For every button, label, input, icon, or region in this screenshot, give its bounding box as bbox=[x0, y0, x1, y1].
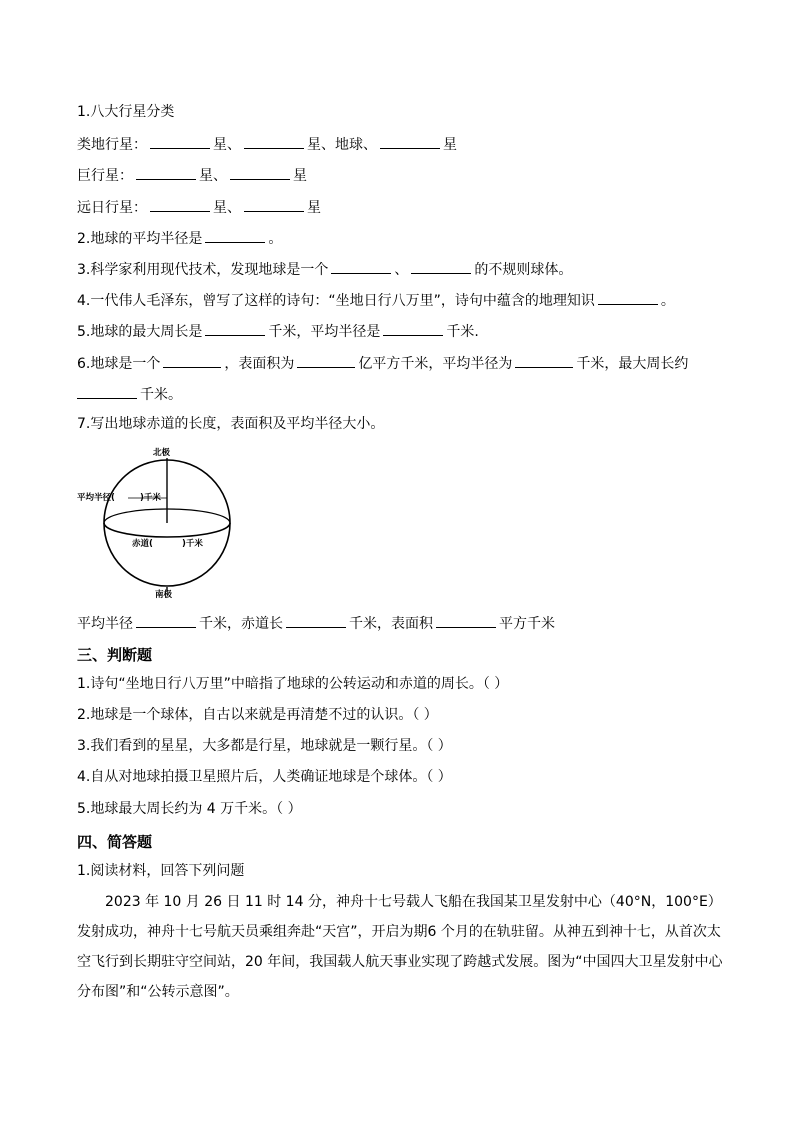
section-3-heading: 三、判断题 bbox=[77, 646, 153, 664]
answer-blank[interactable] bbox=[286, 613, 346, 628]
text-fragment: 平均半径 bbox=[77, 616, 133, 632]
text-fragment: 星、 bbox=[213, 200, 241, 216]
equator-label: 赤道( bbox=[132, 539, 153, 549]
q1-terrestrial-line bbox=[77, 134, 457, 154]
q3-line bbox=[77, 259, 572, 279]
reading-material bbox=[77, 887, 723, 1007]
q5-text: 5.地球的最大周长是 bbox=[77, 324, 203, 340]
text-fragment: 亿平方千米，平均半径为 bbox=[358, 356, 513, 372]
judge-item-5: 5.地球最大周长约为 4 万千米。（ ） bbox=[77, 801, 302, 817]
q6-text: 6.地球是一个 bbox=[77, 356, 161, 372]
answer-blank[interactable] bbox=[205, 321, 265, 336]
answer-blank[interactable] bbox=[136, 165, 196, 180]
answer-blank[interactable] bbox=[297, 353, 355, 368]
radius-label: 平均半径( bbox=[77, 493, 115, 503]
equator-front-arc bbox=[104, 523, 230, 537]
text-fragment: 千米，平均半径是 bbox=[268, 324, 381, 340]
text-fragment: 千米，表面积 bbox=[349, 616, 433, 632]
judge-item-4: 4.自从对地球拍摄卫星照片后，人类确证地球是个球体。（ ） bbox=[77, 769, 452, 785]
judge-item-1: 1.诗句“坐地日行八万里”中暗指了地球的公转运动和赤道的周长。（ ） bbox=[77, 676, 509, 692]
text-fragment: 。 bbox=[268, 231, 283, 247]
q2-text: 2.地球的平均半径是 bbox=[77, 231, 203, 247]
text-fragment: 星 bbox=[307, 200, 321, 216]
answer-blank[interactable] bbox=[411, 259, 471, 274]
earth-diagram-svg bbox=[72, 444, 272, 600]
text-fragment: 千米。 bbox=[140, 387, 182, 403]
text-fragment: 、 bbox=[394, 262, 409, 278]
text-fragment: 。 bbox=[660, 293, 675, 309]
q7-title: 7.写出地球赤道的长度，表面积及平均半径大小。 bbox=[77, 416, 385, 432]
radius-unit-label: )千米 bbox=[140, 493, 161, 503]
earth-diagram bbox=[72, 444, 272, 600]
text-fragment: 星、 bbox=[213, 137, 241, 153]
q5-line bbox=[77, 321, 479, 341]
answer-blank[interactable] bbox=[150, 134, 210, 149]
giant-label: 巨行星： bbox=[77, 168, 133, 184]
text-fragment: 星、地球、 bbox=[307, 137, 377, 153]
answer-blank[interactable] bbox=[230, 165, 290, 180]
answer-blank[interactable] bbox=[383, 321, 443, 336]
text-fragment: 星、 bbox=[199, 168, 227, 184]
equator-unit-label: )千米 bbox=[182, 539, 203, 549]
north-pole-label: 北极 bbox=[153, 448, 171, 458]
q4-text: 4.一代伟人毛泽东，曾写了这样的诗句：“坐地日行八万里”，诗句中蕴含的地理知识 bbox=[77, 293, 595, 309]
q3-text: 3.科学家利用现代技术，发现地球是一个 bbox=[77, 262, 329, 278]
q1-title: 1.八大行星分类 bbox=[77, 104, 175, 120]
answer-blank[interactable] bbox=[150, 197, 210, 212]
text-fragment: 千米，赤道长 bbox=[199, 616, 283, 632]
judge-item-2: 2.地球是一个球体，自古以来就是再清楚不过的认识。（ ） bbox=[77, 707, 438, 723]
text-fragment: 星 bbox=[443, 137, 457, 153]
q6-line-1 bbox=[77, 353, 688, 373]
section-4-heading: 四、简答题 bbox=[77, 833, 153, 851]
answer-blank[interactable] bbox=[244, 134, 304, 149]
q2-line bbox=[77, 228, 282, 248]
terrestrial-label: 类地行星： bbox=[77, 137, 147, 153]
text-fragment: 千米，最大周长约 bbox=[576, 356, 689, 372]
answer-blank[interactable] bbox=[515, 353, 573, 368]
text-fragment: 平方千米 bbox=[499, 616, 555, 632]
answer-blank[interactable] bbox=[163, 353, 221, 368]
answer-blank[interactable] bbox=[244, 197, 304, 212]
text-fragment: 千米. bbox=[446, 324, 479, 340]
short-answer-q1-title: 1.阅读材料，回答下列问题 bbox=[77, 863, 245, 879]
answer-blank[interactable] bbox=[598, 290, 658, 305]
answer-blank[interactable] bbox=[380, 134, 440, 149]
answer-blank[interactable] bbox=[136, 613, 196, 628]
text-fragment: 的不规则球体。 bbox=[474, 262, 573, 278]
outer-label: 远日行星： bbox=[77, 200, 147, 216]
q1-outer-line bbox=[77, 197, 321, 217]
q4-line bbox=[77, 290, 675, 310]
answer-blank[interactable] bbox=[331, 259, 391, 274]
text-fragment: ，表面积为 bbox=[224, 356, 295, 372]
text-fragment: 星 bbox=[293, 168, 307, 184]
answer-blank[interactable] bbox=[436, 613, 496, 628]
q1-giant-line bbox=[77, 165, 307, 185]
q7-answer-line bbox=[77, 613, 555, 633]
south-pole-label: 南极 bbox=[155, 590, 173, 600]
answer-blank[interactable] bbox=[77, 384, 137, 399]
answer-blank[interactable] bbox=[205, 228, 265, 243]
reading-paragraph: 2023 年 10 月 26 日 11 时 14 分，神舟十七号载人飞船在我国某卫星发射中心（40°N，100°E）发射成功，神舟十七号航天员乘组奔赴“天宫”，开启为期6 个月的在轨驻留。从神五到神十七，从首次太空飞行到长期驻守空间站，20 年间，我国载人航天事业实现了跨越式发展。图为“中国四大卫星发射中心分布图”和“公转示意图”。 bbox=[77, 894, 723, 1000]
judge-item-3: 3.我们看到的星星，大多都是行星，地球就是一颗行星。（ ） bbox=[77, 738, 452, 754]
q6-line-2 bbox=[77, 384, 182, 404]
